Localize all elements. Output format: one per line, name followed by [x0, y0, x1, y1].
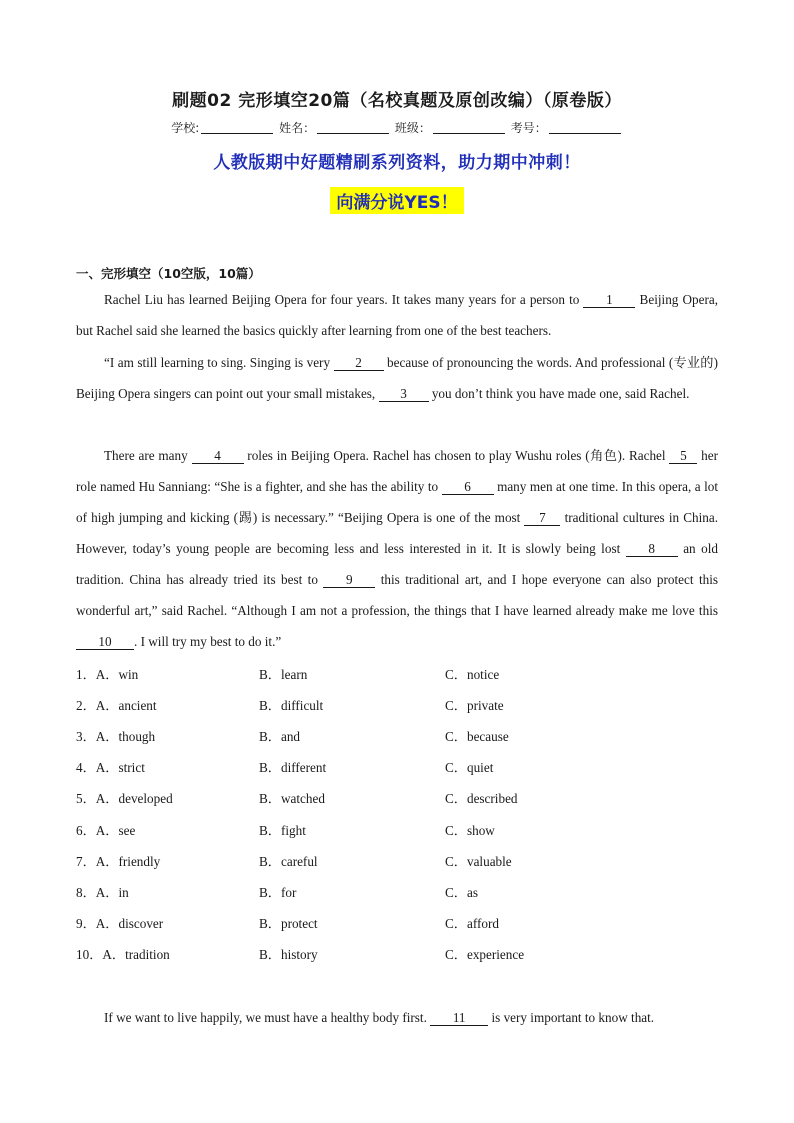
option-c[interactable]: C．show	[445, 823, 495, 838]
passage-text: is very important to know that.	[488, 1010, 655, 1025]
option-c[interactable]: C．experience	[445, 947, 525, 962]
passage-1-paragraph-3	[76, 440, 718, 657]
option-b[interactable]: B．fight	[259, 823, 306, 838]
option-c[interactable]: C．quiet	[445, 760, 494, 775]
blank-4[interactable]: 4	[192, 448, 244, 464]
question-row	[76, 659, 736, 690]
question-row	[76, 783, 736, 814]
option-c[interactable]: C．because	[445, 729, 509, 744]
option-a[interactable]: 8．A．in	[76, 885, 129, 900]
option-a[interactable]: 10．A．tradition	[76, 947, 170, 962]
name-blank[interactable]	[317, 121, 389, 134]
option-b[interactable]: B．protect	[259, 916, 318, 931]
student-info-line	[0, 119, 794, 136]
blank-6[interactable]: 6	[442, 479, 494, 495]
blank-10[interactable]: 10	[76, 634, 134, 650]
promo-banner-line2-wrap	[0, 187, 794, 214]
question-row	[76, 690, 736, 721]
school-label: 学校:	[171, 121, 200, 135]
blank-2[interactable]: 2	[334, 355, 384, 371]
question-row	[76, 908, 736, 939]
passage-text: this traditional art, and I hope everyone can also protect this wonderful art,” said Rachel. “Although I am not a profession, the things that I have learned already make me love this	[76, 572, 719, 618]
question-row	[76, 721, 736, 752]
option-b[interactable]: B．for	[259, 885, 297, 900]
passage-text: because of pronouncing the words. And professional (专业的) Beijing Opera singers can point out your small mistakes,	[76, 355, 719, 401]
option-b[interactable]: B．different	[259, 760, 327, 775]
blank-1[interactable]: 1	[583, 292, 635, 308]
option-c[interactable]: C．private	[445, 698, 504, 713]
school-blank[interactable]	[201, 121, 273, 134]
passage-text: Beijing Opera, but Rachel said she learned the basics quickly after learning from one of the best teachers.	[76, 292, 718, 338]
question-row	[76, 877, 736, 908]
option-a[interactable]: 1．A．win	[76, 667, 139, 682]
passage-text: traditional cultures in China. However, today’s young people are becoming less and less interested in it. It is slowly being lost	[76, 510, 719, 556]
option-a[interactable]: 9．A．discover	[76, 916, 164, 931]
promo-banner-line1: 人教版期中好题精刷系列资料，助力期中冲刺！	[213, 153, 581, 173]
blank-11[interactable]: 11	[430, 1010, 488, 1026]
class-blank[interactable]	[433, 121, 505, 134]
option-c[interactable]: C．as	[445, 885, 478, 900]
exam-number-blank[interactable]	[549, 121, 621, 134]
passage-text: many men at one time. In this opera, a lot of high jumping and kicking (踢) is necessary.” “Beijing Opera is one of the most	[76, 479, 719, 525]
option-c[interactable]: C．afford	[445, 916, 499, 931]
blank-8[interactable]: 8	[626, 541, 678, 557]
blank-3[interactable]: 3	[379, 386, 429, 402]
option-c[interactable]: C．described	[445, 791, 518, 806]
option-b[interactable]: B．careful	[259, 854, 318, 869]
passage-text: “I am still learning to sing. Singing is very	[104, 355, 334, 370]
option-b[interactable]: B．difficult	[259, 698, 324, 713]
passage-text: you don’t think you have made one, said Rachel.	[428, 386, 690, 401]
name-label: 姓名：	[279, 121, 316, 135]
promo-banner-line2: 向满分说YES！	[330, 187, 463, 214]
passage-text: an old tradition. China has already tried its best to	[76, 541, 718, 587]
option-a[interactable]: 4．A．strict	[76, 760, 145, 775]
blank-7[interactable]: 7	[524, 510, 560, 526]
passage-text: her role named Hu Sanniang: “She is a fighter, and she has the ability to	[76, 448, 718, 494]
option-a[interactable]: 6．A．see	[76, 823, 136, 838]
option-b[interactable]: B．learn	[259, 667, 308, 682]
page-title: 刷题02 完形填空20篇（名校真题及原创改编）（原卷版）	[172, 91, 622, 111]
option-b[interactable]: B．watched	[259, 791, 325, 806]
passage-2-paragraph-1	[76, 1002, 718, 1033]
passage-text: If we want to live happily, we must have a healthy body first.	[104, 1010, 431, 1025]
passage-1-paragraph-2	[76, 347, 718, 409]
option-a[interactable]: 3．A．though	[76, 729, 156, 744]
option-c[interactable]: C．notice	[445, 667, 500, 682]
question-row	[76, 752, 736, 783]
option-b[interactable]: B．and	[259, 729, 301, 744]
passage-text: . I will try my best to do it.”	[134, 634, 282, 649]
question-row	[76, 815, 736, 846]
blank-5[interactable]: 5	[669, 448, 697, 464]
section-heading: 一、完形填空（10空版，10篇）	[76, 266, 261, 281]
question-row	[76, 939, 736, 970]
passage-text: Rachel Liu has learned Beijing Opera for four years. It takes many years for a person to	[104, 292, 584, 307]
passage-text: roles in Beijing Opera. Rachel has chosen to play Wushu roles (角色). Rachel	[243, 448, 670, 463]
blank-9[interactable]: 9	[323, 572, 375, 588]
passage-1-paragraph-1	[76, 284, 718, 346]
option-a[interactable]: 7．A．friendly	[76, 854, 161, 869]
question-row	[76, 846, 736, 877]
passage-text: There are many	[104, 448, 192, 463]
option-c[interactable]: C．valuable	[445, 854, 512, 869]
option-a[interactable]: 5．A．developed	[76, 791, 173, 806]
option-b[interactable]: B．history	[259, 947, 318, 962]
class-label: 班级：	[394, 121, 431, 135]
exam-number-label: 考号：	[510, 121, 547, 135]
option-a[interactable]: 2．A．ancient	[76, 698, 157, 713]
